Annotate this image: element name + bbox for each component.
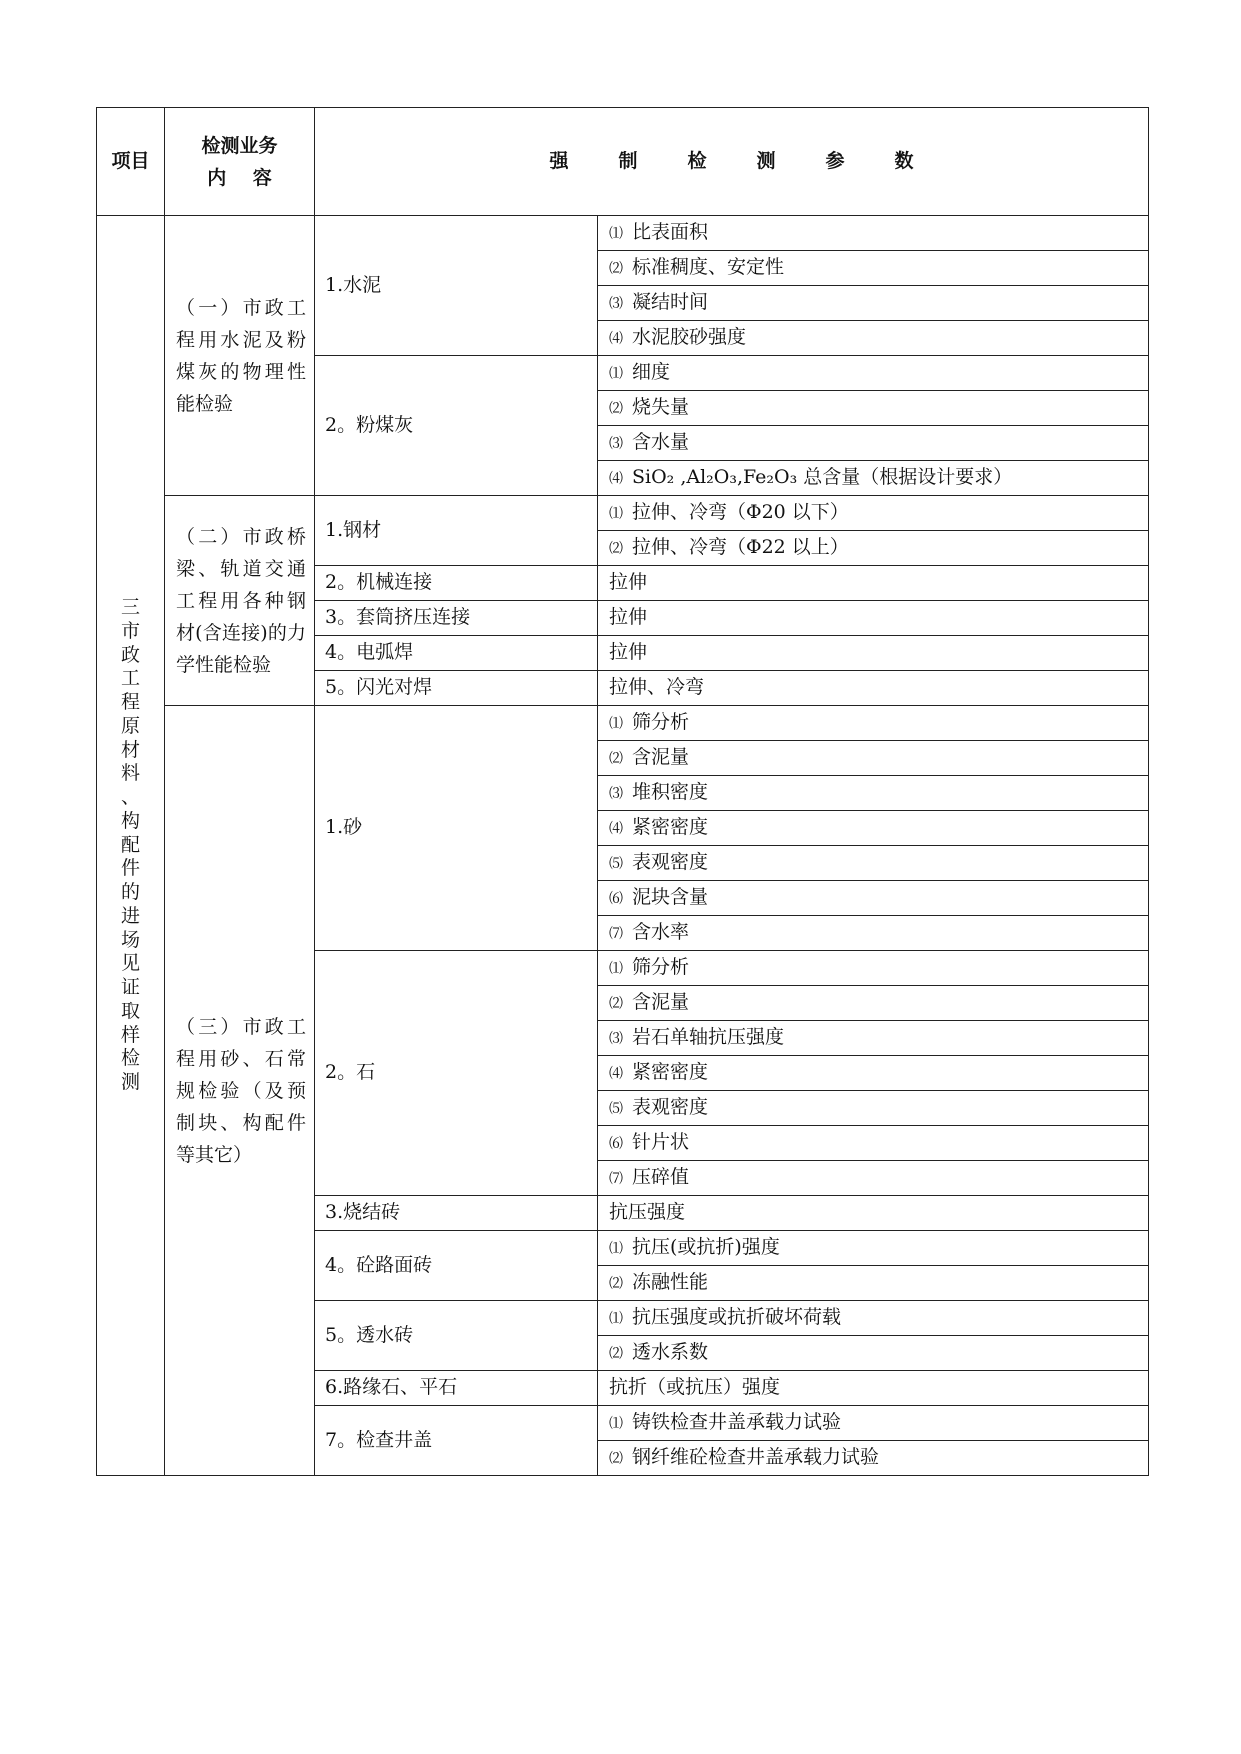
item-cell: 6.路缘石、平石 [315, 1371, 598, 1406]
param-text: 压碎值 [632, 1166, 690, 1189]
param-cell [598, 706, 1149, 741]
project-char: 证 [120, 976, 140, 999]
param-number: ⑵ [609, 1276, 623, 1293]
param-cell [598, 391, 1149, 426]
param-text: 拉伸 [609, 571, 648, 594]
project-char: 构 [120, 809, 140, 832]
item-cell: 3.烧结砖 [315, 1196, 598, 1231]
param-text: 钢纤维砼检查井盖承载力试验 [632, 1446, 880, 1469]
param-number: ⑹ [609, 891, 623, 908]
item-cell: 1.水泥 [315, 216, 598, 356]
param-number: ⑴ [609, 366, 623, 383]
param-cell [598, 1161, 1149, 1196]
param-cell [598, 1266, 1149, 1301]
param-number: ⑵ [609, 541, 623, 558]
param-cell [598, 811, 1149, 846]
param-text: 水泥胶砂强度 [632, 326, 747, 349]
param-text: 含水量 [632, 431, 690, 454]
table-row [97, 706, 1149, 741]
param-text: 抗压(或抗折)强度 [632, 1236, 780, 1259]
project-char: 料 [120, 762, 140, 785]
param-text: 烧失量 [632, 396, 690, 419]
table-header-row [97, 108, 1149, 216]
param-cell [598, 671, 1149, 706]
category-cell: （三）市政工程用砂、石常规检验（及预制块、构配件等其它） [165, 706, 315, 1476]
item-cell: 1.钢材 [315, 496, 598, 566]
param-cell [598, 636, 1149, 671]
project-char: 程 [120, 691, 140, 714]
param-number: ⑷ [609, 1066, 623, 1083]
project-char: 进 [120, 904, 140, 927]
project-char: 取 [120, 999, 140, 1022]
project-cell [97, 216, 165, 1476]
param-cell [598, 496, 1149, 531]
param-cell [598, 251, 1149, 286]
param-number: ⑴ [609, 506, 623, 523]
category-cell: （二）市政桥梁、轨道交通工程用各种钢材(含连接)的力学性能检验 [165, 496, 315, 706]
item-cell: 2。机械连接 [315, 566, 598, 601]
param-text: 拉伸、冷弯 [609, 676, 705, 699]
param-text: 筛分析 [632, 711, 690, 734]
param-cell [598, 566, 1149, 601]
param-text: 冻融性能 [632, 1271, 709, 1294]
param-number: ⑶ [609, 296, 623, 313]
project-char: 测 [120, 1071, 140, 1094]
project-char: 见 [120, 952, 140, 975]
item-cell: 7。检查井盖 [315, 1406, 598, 1476]
param-number: ⑸ [609, 1101, 623, 1118]
param-cell [598, 776, 1149, 811]
param-text: 岩石单轴抗压强度 [632, 1026, 785, 1049]
param-number: ⑵ [609, 1346, 623, 1363]
param-text: 含泥量 [632, 991, 690, 1014]
item-cell: 3。套筒挤压连接 [315, 601, 598, 636]
project-char: 原 [120, 714, 140, 737]
param-text: 比表面积 [632, 221, 709, 244]
project-char: 场 [120, 928, 140, 951]
inspection-parameters-table [96, 107, 1149, 1476]
param-text: 凝结时间 [632, 291, 709, 314]
param-text: 拉伸 [609, 606, 648, 629]
param-number: ⑴ [609, 1416, 623, 1433]
project-char: 市 [120, 619, 140, 642]
param-cell [598, 986, 1149, 1021]
param-text: 拉伸、冷弯（Φ22 以上） [632, 536, 849, 559]
table-row [97, 216, 1149, 251]
param-number: ⑸ [609, 856, 623, 873]
item-cell: 5。透水砖 [315, 1301, 598, 1371]
param-number: ⑴ [609, 1241, 623, 1258]
param-number: ⑴ [609, 961, 623, 978]
param-text: 透水系数 [632, 1341, 709, 1364]
param-text: 细度 [632, 361, 671, 384]
param-cell [598, 1196, 1149, 1231]
param-number: ⑵ [609, 751, 623, 768]
param-number: ⑷ [609, 821, 623, 838]
project-char: 、 [120, 786, 140, 809]
param-cell [598, 1441, 1149, 1476]
param-number: ⑺ [609, 926, 623, 943]
item-cell: 4。电弧焊 [315, 636, 598, 671]
param-cell [598, 1371, 1149, 1406]
param-number: ⑶ [609, 436, 623, 453]
item-cell: 2。石 [315, 951, 598, 1196]
param-text: 抗压强度或抗折破坏荷载 [632, 1306, 842, 1329]
category-cell: （一）市政工程用水泥及粉煤灰的物理性能检验 [165, 216, 315, 496]
project-char: 样 [120, 1023, 140, 1046]
param-number: ⑵ [609, 261, 623, 278]
param-text: 表观密度 [632, 851, 709, 874]
param-text: 筛分析 [632, 956, 690, 979]
param-number: ⑺ [609, 1171, 623, 1188]
param-cell [598, 1021, 1149, 1056]
param-text: 含泥量 [632, 746, 690, 769]
param-cell [598, 846, 1149, 881]
param-text: 含水率 [632, 921, 690, 944]
param-cell [598, 1336, 1149, 1371]
param-cell [598, 1056, 1149, 1091]
param-text: 紧密密度 [632, 1061, 709, 1084]
param-cell [598, 356, 1149, 391]
param-text: 拉伸 [609, 641, 648, 664]
param-cell [598, 321, 1149, 356]
param-text: 抗折（或抗压）强度 [609, 1376, 781, 1399]
project-char: 检 [120, 1047, 140, 1070]
param-number: ⑵ [609, 1451, 623, 1468]
param-number: ⑶ [609, 786, 623, 803]
header-params-label: 强制检测参数 [549, 149, 964, 172]
param-text: 抗压强度 [609, 1201, 686, 1224]
project-char: 工 [120, 667, 140, 690]
project-char: 配 [120, 833, 140, 856]
project-char: 三 [120, 596, 140, 619]
param-cell [598, 426, 1149, 461]
header-params [315, 108, 1149, 216]
param-number: ⑴ [609, 226, 623, 243]
param-number: ⑷ [609, 471, 623, 488]
param-number: ⑴ [609, 716, 623, 733]
item-cell: 4。砼路面砖 [315, 1231, 598, 1301]
param-number: ⑴ [609, 1311, 623, 1328]
param-cell [598, 1231, 1149, 1266]
project-char: 材 [120, 738, 140, 761]
param-number: ⑵ [609, 996, 623, 1013]
header-business [165, 108, 315, 216]
param-text: 标准稠度、安定性 [632, 256, 785, 279]
table-row [97, 496, 1149, 531]
param-cell [598, 1406, 1149, 1441]
param-cell [598, 286, 1149, 321]
project-char: 的 [120, 881, 140, 904]
param-cell [598, 1301, 1149, 1336]
item-cell: 5。闪光对焊 [315, 671, 598, 706]
param-cell [598, 216, 1149, 251]
param-cell [598, 531, 1149, 566]
param-text: 针片状 [632, 1131, 690, 1154]
item-cell: 2。粉煤灰 [315, 356, 598, 496]
param-cell [598, 1126, 1149, 1161]
project-char: 政 [120, 643, 140, 666]
param-number: ⑶ [609, 1031, 623, 1048]
param-cell [598, 951, 1149, 986]
param-cell [598, 601, 1149, 636]
param-number: ⑵ [609, 401, 623, 418]
header-business-line1: 检测业务 [201, 134, 278, 157]
param-cell [598, 741, 1149, 776]
param-text: 泥块含量 [632, 886, 709, 909]
param-number: ⑷ [609, 331, 623, 348]
project-char: 件 [120, 857, 140, 880]
param-text: 紧密密度 [632, 816, 709, 839]
param-text: 表观密度 [632, 1096, 709, 1119]
header-project-label: 项目 [111, 149, 150, 172]
param-cell [598, 881, 1149, 916]
item-cell: 1.砂 [315, 706, 598, 951]
param-text: SiO₂ ,Al₂O₃,Fe₂O₃ 总含量（根据设计要求） [632, 466, 1013, 489]
param-cell [598, 916, 1149, 951]
header-business-line2: 内 容 [207, 166, 272, 189]
param-cell [598, 1091, 1149, 1126]
param-number: ⑹ [609, 1136, 623, 1153]
param-text: 拉伸、冷弯（Φ20 以下） [632, 501, 849, 524]
table-body [97, 108, 1149, 1476]
param-text: 铸铁检查井盖承载力试验 [632, 1411, 842, 1434]
param-cell [598, 461, 1149, 496]
param-text: 堆积密度 [632, 781, 709, 804]
header-project [97, 108, 165, 216]
